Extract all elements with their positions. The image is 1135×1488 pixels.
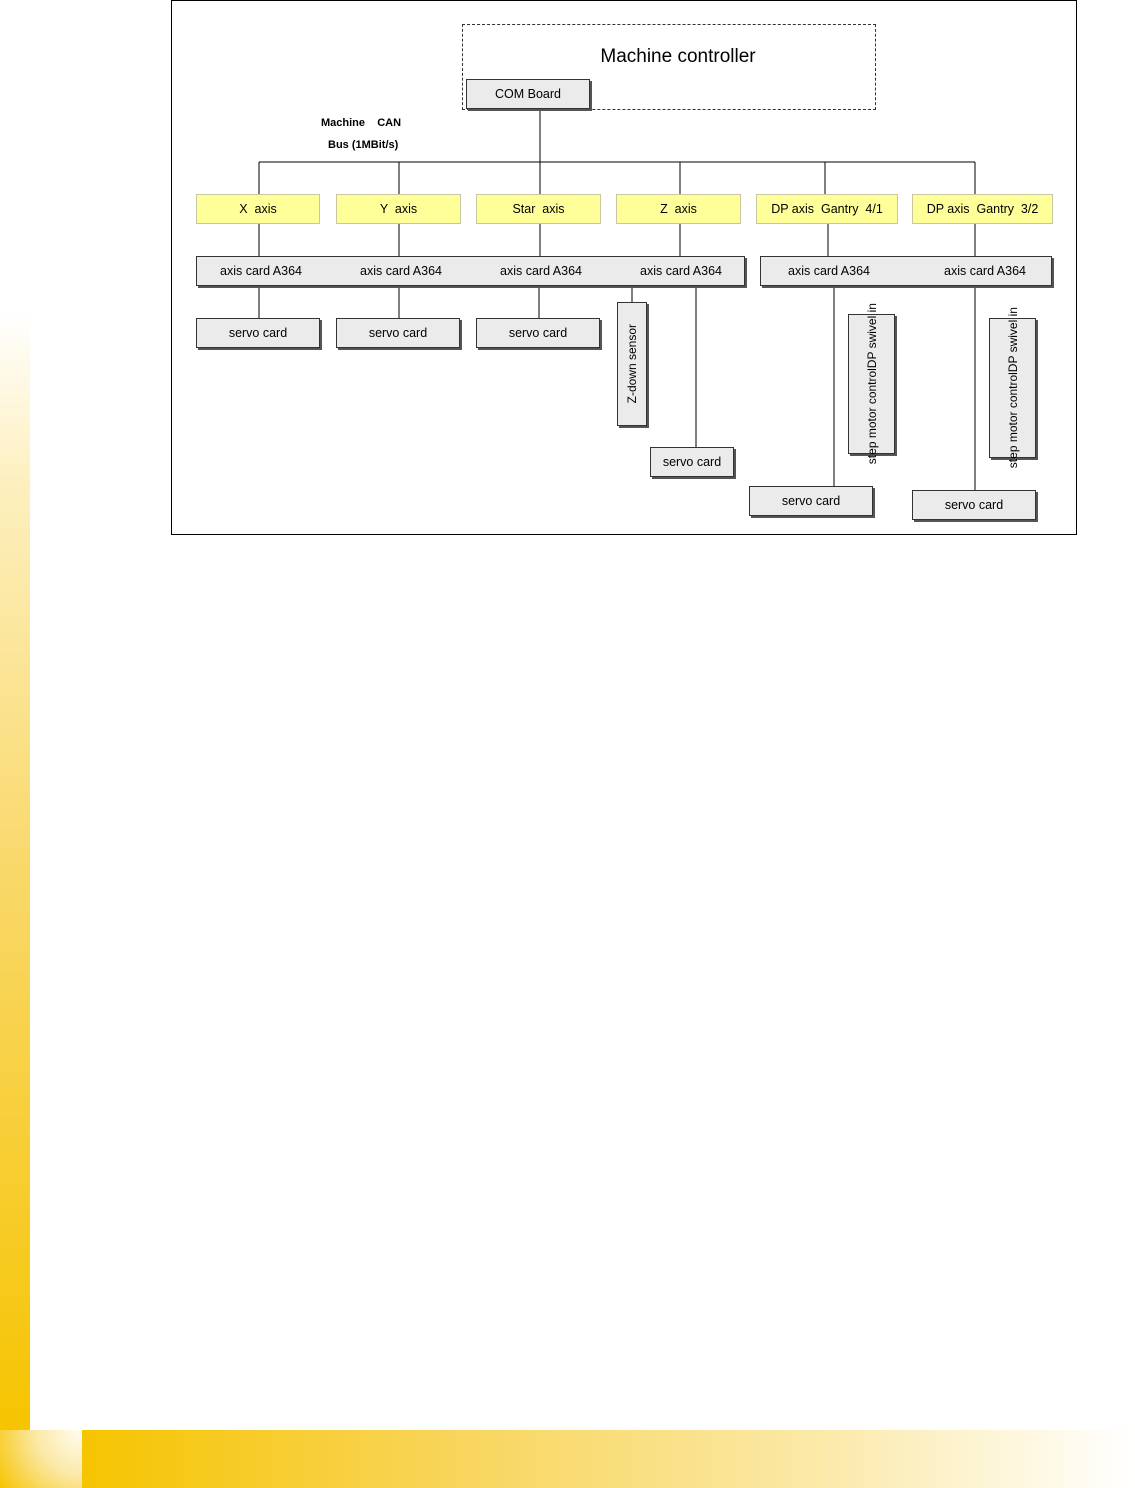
axis-box-z: [616, 194, 741, 224]
axis-card-label: axis card A364: [788, 264, 870, 278]
axis-box-dp-gantry-4-1: [756, 194, 898, 224]
axis-label-dp-gantry-4-1: DP axis Gantry 4/1: [771, 202, 883, 216]
com-board-label: COM Board: [495, 87, 561, 101]
servo-card-label: servo card: [662, 455, 722, 469]
axis-card-label: axis card A364: [360, 264, 442, 278]
servo-card-label: servo card: [228, 326, 288, 340]
bus-label-line2: Bus (1MBit/s): [328, 139, 399, 151]
step-motor-label-line1: step motor control: [1005, 372, 1020, 469]
servo-card-label: servo card: [781, 494, 841, 508]
corner-accent: [0, 1430, 82, 1488]
axis-box-star: [476, 194, 601, 224]
servo-card-dp-4-1: [749, 486, 873, 516]
z-down-sensor: [617, 302, 647, 426]
step-motor-label-line2: DP swivel in: [1005, 307, 1020, 373]
axis-card-label: axis card A364: [640, 264, 722, 278]
axis-label-x: X axis: [239, 202, 277, 216]
axis-label-dp-gantry-3-2: DP axis Gantry 3/2: [926, 202, 1039, 216]
servo-card-label: servo card: [508, 326, 568, 340]
axis-card-strip-right: [760, 256, 1052, 286]
servo-card-dp-3-2: [912, 490, 1036, 520]
z-down-sensor-label: Z-down sensor: [625, 324, 639, 404]
axis-label-z: Z axis: [660, 202, 697, 216]
step-motor-label-line2: DP swivel in: [864, 303, 879, 369]
bus-label-line1: Machine CAN: [321, 117, 402, 129]
axis-label-y: Y axis: [379, 202, 418, 216]
servo-card-y: [336, 318, 460, 348]
axis-box-y: [336, 194, 461, 224]
axis-card-label: axis card A364: [220, 264, 302, 278]
axis-card-label: axis card A364: [500, 264, 582, 278]
step-motor-control-4-1: [848, 303, 895, 465]
axis-card-label: axis card A364: [944, 264, 1026, 278]
servo-card-z: [650, 447, 734, 477]
axis-box-x: [196, 194, 320, 224]
axis-card-strip-left: [196, 256, 745, 286]
bottom-accent-bar: [82, 1430, 1135, 1488]
servo-card-x: [196, 318, 320, 348]
step-motor-label-line1: step motor control: [864, 368, 879, 465]
axis-box-dp-gantry-3-2: [912, 194, 1053, 224]
com-board: [466, 79, 590, 109]
step-motor-control-3-2: [989, 307, 1036, 469]
machine-controller-title: Machine controller: [600, 46, 756, 67]
servo-card-star: [476, 318, 600, 348]
axis-label-star: Star axis: [512, 202, 565, 216]
servo-card-label: servo card: [944, 498, 1004, 512]
servo-card-label: servo card: [368, 326, 428, 340]
